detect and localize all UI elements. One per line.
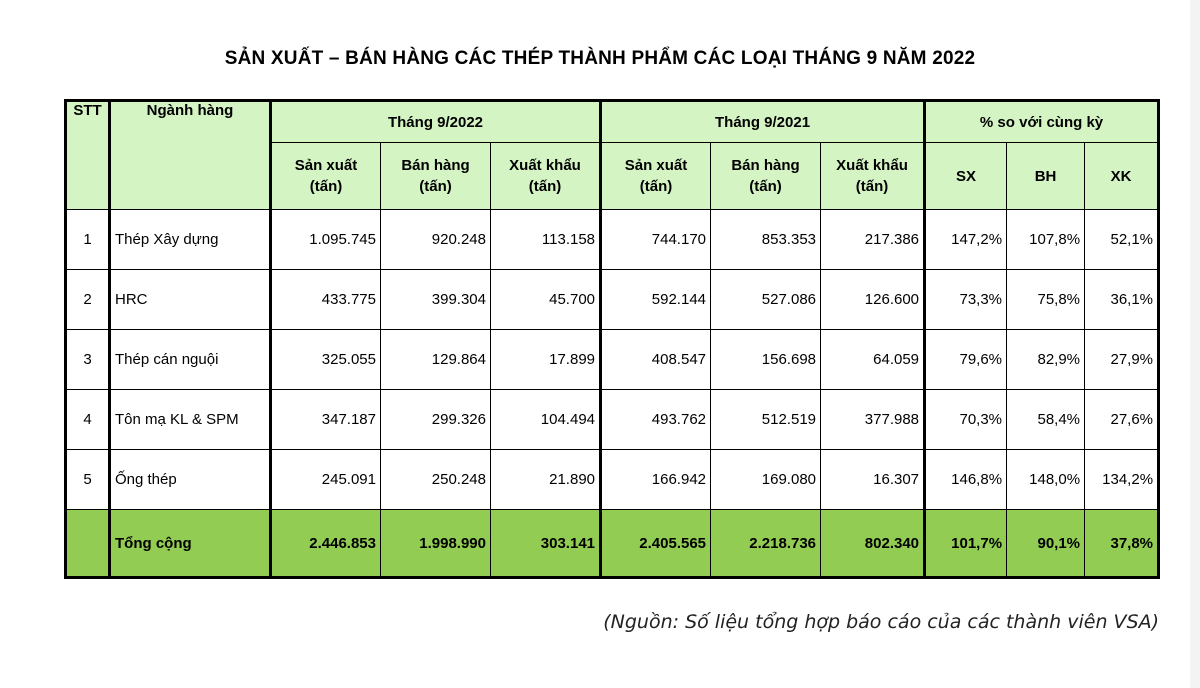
cell-xk-2022: 113.158 bbox=[491, 210, 601, 270]
page-edge bbox=[1190, 0, 1200, 688]
table-row bbox=[66, 210, 1159, 270]
cell-sx-2022: 433.775 bbox=[271, 270, 381, 330]
cell-sx-pct: 79,6% bbox=[925, 330, 1007, 390]
header-xk-2022: Xuất khẩu (tấn) bbox=[491, 143, 601, 210]
header-sx-2021: Sản xuất (tấn) bbox=[601, 143, 711, 210]
cell-xk-2022: 21.890 bbox=[491, 450, 601, 510]
cell-total-bh-pct: 90,1% bbox=[1007, 510, 1085, 578]
cell-bh-pct: 58,4% bbox=[1007, 390, 1085, 450]
cell-bh-pct: 82,9% bbox=[1007, 330, 1085, 390]
header-stt: STT bbox=[66, 101, 110, 210]
cell-total-bh-2021: 2.218.736 bbox=[711, 510, 821, 578]
cell-xk-2021: 64.059 bbox=[821, 330, 925, 390]
header-bh-pct: BH bbox=[1007, 143, 1085, 210]
table-row bbox=[66, 270, 1159, 330]
cell-bh-2022: 250.248 bbox=[381, 450, 491, 510]
cell-name: Tôn mạ KL & SPM bbox=[110, 390, 271, 450]
cell-sx-pct: 147,2% bbox=[925, 210, 1007, 270]
header-bh-2021: Bán hàng (tấn) bbox=[711, 143, 821, 210]
cell-bh-2021: 853.353 bbox=[711, 210, 821, 270]
cell-sx-2021: 744.170 bbox=[601, 210, 711, 270]
cell-bh-pct: 107,8% bbox=[1007, 210, 1085, 270]
cell-sx-2022: 245.091 bbox=[271, 450, 381, 510]
cell-sx-2022: 347.187 bbox=[271, 390, 381, 450]
page-title: SẢN XUẤT – BÁN HÀNG CÁC THÉP THÀNH PHẨM CÁC LOẠI THÁNG 9 NĂM 2022 bbox=[224, 48, 976, 69]
header-group-2021: Tháng 9/2021 bbox=[601, 101, 925, 143]
cell-bh-2022: 920.248 bbox=[381, 210, 491, 270]
cell-total-bh-2022: 1.998.990 bbox=[381, 510, 491, 578]
total-row bbox=[66, 510, 1159, 578]
cell-stt: 1 bbox=[66, 210, 110, 270]
cell-name: Ống thép bbox=[110, 450, 271, 510]
cell-sx-2022: 325.055 bbox=[271, 330, 381, 390]
cell-total-label: Tổng cộng bbox=[110, 510, 271, 578]
cell-name: Thép cán nguội bbox=[110, 330, 271, 390]
cell-bh-2021: 169.080 bbox=[711, 450, 821, 510]
cell-stt: 2 bbox=[66, 270, 110, 330]
cell-xk-pct: 27,9% bbox=[1085, 330, 1159, 390]
cell-total-sx-pct: 101,7% bbox=[925, 510, 1007, 578]
cell-sx-pct: 73,3% bbox=[925, 270, 1007, 330]
cell-sx-2021: 166.942 bbox=[601, 450, 711, 510]
cell-bh-pct: 75,8% bbox=[1007, 270, 1085, 330]
cell-name: Thép Xây dựng bbox=[110, 210, 271, 270]
header-xk-2021: Xuất khẩu (tấn) bbox=[821, 143, 925, 210]
table-row bbox=[66, 330, 1159, 390]
cell-xk-2021: 16.307 bbox=[821, 450, 925, 510]
cell-xk-pct: 27,6% bbox=[1085, 390, 1159, 450]
cell-xk-2022: 45.700 bbox=[491, 270, 601, 330]
header-bh-2022: Bán hàng (tấn) bbox=[381, 143, 491, 210]
cell-xk-pct: 52,1% bbox=[1085, 210, 1159, 270]
cell-xk-2022: 104.494 bbox=[491, 390, 601, 450]
cell-bh-2021: 512.519 bbox=[711, 390, 821, 450]
header-group-pct: % so với cùng kỳ bbox=[925, 101, 1159, 143]
cell-bh-2022: 399.304 bbox=[381, 270, 491, 330]
header-sx-pct: SX bbox=[925, 143, 1007, 210]
cell-total-sx-2021: 2.405.565 bbox=[601, 510, 711, 578]
cell-total-sx-2022: 2.446.853 bbox=[271, 510, 381, 578]
cell-xk-2021: 217.386 bbox=[821, 210, 925, 270]
cell-name: HRC bbox=[110, 270, 271, 330]
cell-sx-2021: 493.762 bbox=[601, 390, 711, 450]
cell-sx-2022: 1.095.745 bbox=[271, 210, 381, 270]
cell-bh-2021: 527.086 bbox=[711, 270, 821, 330]
header-xk-pct: XK bbox=[1085, 143, 1159, 210]
cell-bh-2021: 156.698 bbox=[711, 330, 821, 390]
cell-xk-2021: 377.988 bbox=[821, 390, 925, 450]
header-group-2022: Tháng 9/2022 bbox=[271, 101, 601, 143]
cell-total-xk-2022: 303.141 bbox=[491, 510, 601, 578]
table-row bbox=[66, 390, 1159, 450]
cell-bh-pct: 148,0% bbox=[1007, 450, 1085, 510]
header-sx-2022: Sản xuất (tấn) bbox=[271, 143, 381, 210]
cell-sx-pct: 146,8% bbox=[925, 450, 1007, 510]
header-nganh-hang: Ngành hàng bbox=[110, 101, 271, 210]
cell-sx-2021: 408.547 bbox=[601, 330, 711, 390]
cell-xk-2022: 17.899 bbox=[491, 330, 601, 390]
steel-production-table bbox=[64, 99, 1160, 579]
cell-sx-pct: 70,3% bbox=[925, 390, 1007, 450]
cell-stt: 5 bbox=[66, 450, 110, 510]
cell-xk-2021: 126.600 bbox=[821, 270, 925, 330]
cell-bh-2022: 129.864 bbox=[381, 330, 491, 390]
cell-total-xk-2021: 802.340 bbox=[821, 510, 925, 578]
cell-xk-pct: 134,2% bbox=[1085, 450, 1159, 510]
cell-stt: 4 bbox=[66, 390, 110, 450]
cell-stt-total bbox=[66, 510, 110, 578]
cell-total-xk-pct: 37,8% bbox=[1085, 510, 1159, 578]
cell-bh-2022: 299.326 bbox=[381, 390, 491, 450]
cell-stt: 3 bbox=[66, 330, 110, 390]
source-note: (Nguồn: Số liệu tổng hợp báo cáo của các thành viên VSA) bbox=[603, 611, 1159, 633]
cell-xk-pct: 36,1% bbox=[1085, 270, 1159, 330]
cell-sx-2021: 592.144 bbox=[601, 270, 711, 330]
table-row bbox=[66, 450, 1159, 510]
